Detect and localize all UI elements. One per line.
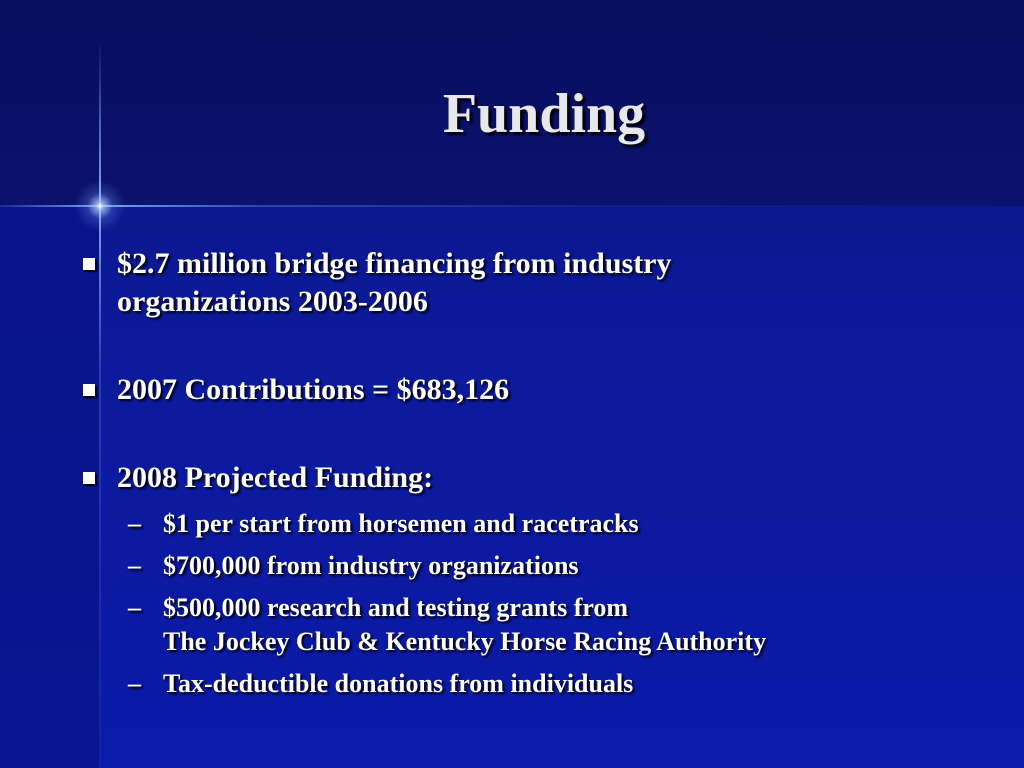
sub-item-research-grants: [80, 591, 980, 659]
sub-item-text: Tax-deductible donations from individuals: [163, 669, 634, 698]
sub-item-text: The Jockey Club & Kentucky Horse Racing Authority: [163, 627, 767, 656]
sub-bullet-list: [80, 507, 980, 701]
bullet-list: [80, 245, 980, 709]
square-bullet-icon: [83, 384, 95, 396]
bullet-text-line: 2008 Projected Funding:: [117, 461, 434, 494]
sub-item-industry-organizations: [80, 549, 980, 583]
dash-bullet-icon: –: [128, 669, 141, 698]
bullet-item-2007-contributions: [80, 371, 980, 409]
sub-item-text: $500,000 research and testing grants from: [163, 593, 629, 622]
dash-bullet-icon: –: [128, 509, 141, 538]
square-bullet-icon: [83, 258, 95, 270]
bullet-text-line: 2007 Contributions = $683,126: [117, 373, 510, 406]
sub-item-tax-deductible-donations: [80, 667, 980, 701]
bullet-item-bridge-financing: [80, 245, 980, 321]
dash-bullet-icon: –: [128, 593, 141, 622]
slide-title: Funding: [442, 83, 646, 145]
sub-item-per-start: [80, 507, 980, 541]
horizontal-accent-line: [0, 205, 1024, 207]
star-glow-icon: [70, 176, 130, 236]
square-bullet-icon: [83, 472, 95, 484]
bullet-item-2008-projected-funding: [80, 459, 980, 701]
sub-item-text: $700,000 from industry organizations: [163, 551, 579, 580]
bullet-text-line: organizations 2003-2006: [117, 285, 428, 318]
bullet-text-line: $2.7 million bridge financing from industry: [117, 247, 672, 280]
sub-item-text: $1 per start from horsemen and racetracks: [163, 509, 639, 538]
dash-bullet-icon: –: [128, 551, 141, 580]
